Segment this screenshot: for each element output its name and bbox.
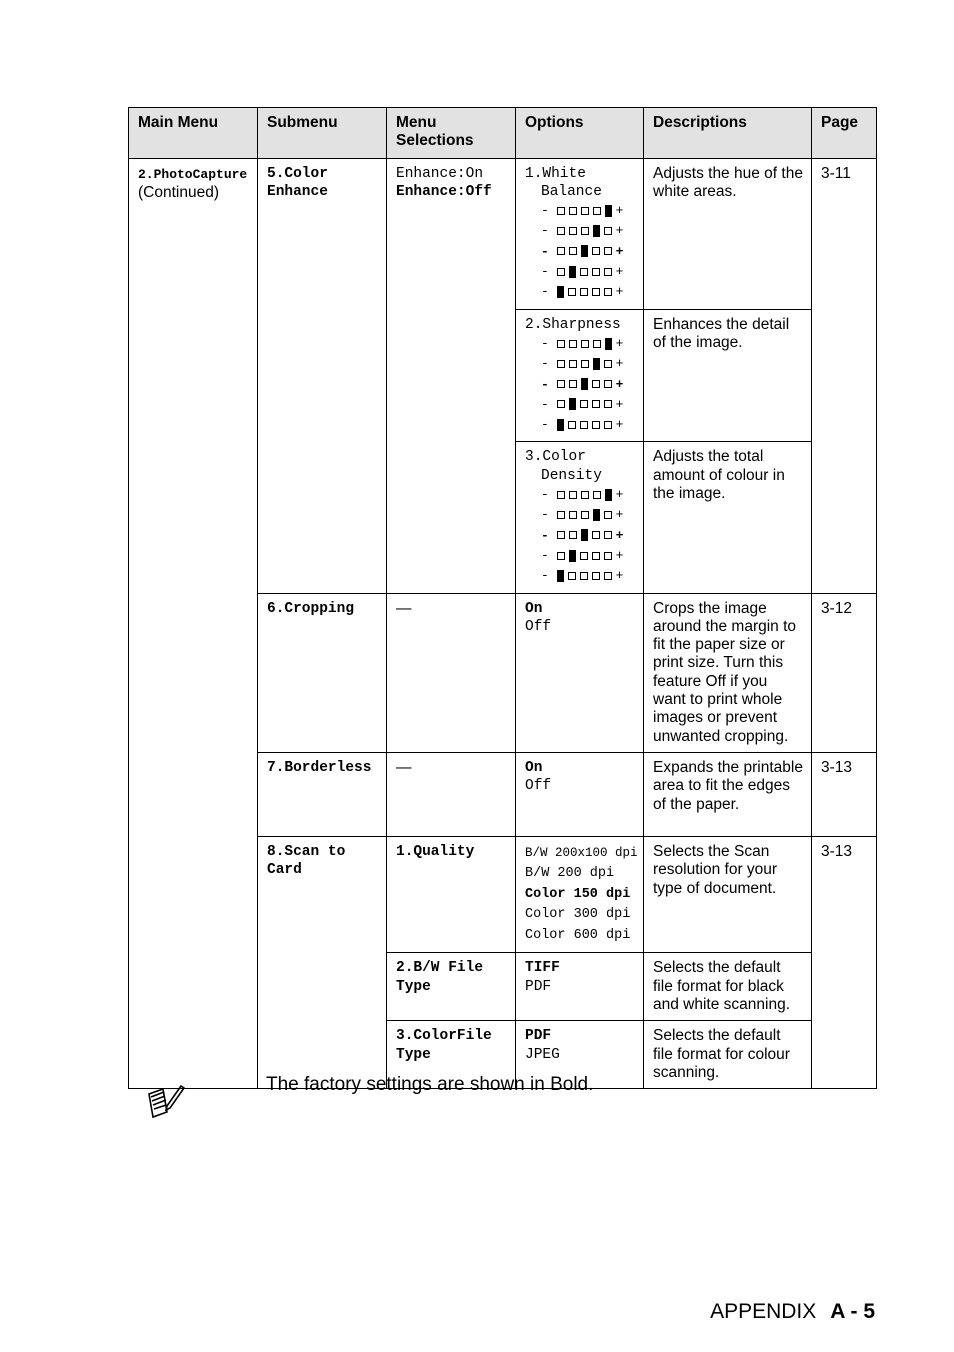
level-indicator: - + xyxy=(541,335,624,351)
desc-sharpness: Enhances the detail of the image. xyxy=(644,309,812,442)
option-quality: B/W 200x100 dpi B/W 200 dpi Color 150 dpi Color 300 dpi Color 600 dpi xyxy=(516,836,644,953)
level-indicator: - + xyxy=(541,356,624,372)
page-color-enhance: 3-11 xyxy=(812,158,877,593)
submenu-color-enhance: 5.Color Enhance xyxy=(258,158,387,593)
main-menu-cell xyxy=(129,158,258,1089)
desc-bw-file-type: Selects the default file format for black and white scanning. xyxy=(644,953,812,1021)
level-indicator: - + xyxy=(541,417,624,433)
submenu-borderless: 7.Borderless xyxy=(258,752,387,836)
header-page: Page xyxy=(812,108,877,159)
option-white-balance: 1.White Balance - + - + - + - + - + xyxy=(516,158,644,309)
density-levels xyxy=(525,485,635,586)
sharpness-levels xyxy=(525,334,635,435)
level-indicator: - + xyxy=(541,547,624,563)
selection-enhance-on: Enhance:On xyxy=(396,165,484,182)
selection-enhance-off: Enhance:Off xyxy=(396,183,492,200)
factory-settings-note: The factory settings are shown in Bold. xyxy=(266,1074,594,1095)
selection-quality: 1.Quality xyxy=(387,836,516,953)
submenu-cropping: 6.Cropping xyxy=(258,593,387,752)
footer-page-number: A - 5 xyxy=(830,1300,875,1323)
option-color-density: 3.Color Density - + - + - + - + - + xyxy=(516,442,644,593)
option-borderless: On Off xyxy=(516,752,644,836)
header-menu-selections: Menu Selections xyxy=(387,108,516,159)
level-indicator: - + xyxy=(541,568,624,584)
level-indicator: - + xyxy=(541,487,624,503)
level-indicator: - + xyxy=(541,376,624,392)
header-submenu: Submenu xyxy=(258,108,387,159)
level-indicator: - + xyxy=(541,284,624,300)
header-main-menu: Main Menu xyxy=(129,108,258,159)
desc-borderless: Expands the printable area to fit the edges of the paper. xyxy=(644,752,812,836)
level-indicator: - + xyxy=(541,264,624,280)
selection-color-file-type: 3.ColorFile Type xyxy=(387,1021,516,1089)
level-indicator: - + xyxy=(541,396,624,412)
header-options: Options xyxy=(516,108,644,159)
desc-color-density: Adjusts the total amount of colour in the image. xyxy=(644,442,812,593)
page-footer xyxy=(710,1300,875,1324)
selection-enhance xyxy=(387,158,516,593)
selection-cropping: — xyxy=(387,593,516,752)
header-row xyxy=(129,108,877,159)
main-menu-code: 2.PhotoCapture xyxy=(138,166,248,182)
submenu-scan-to-card: 8.Scan to Card xyxy=(258,836,387,1088)
note-pencil-icon xyxy=(145,1080,185,1120)
level-indicator: - + xyxy=(541,223,624,239)
option-sharpness: 2.Sharpness - + - + - + - + - + xyxy=(516,309,644,442)
page-borderless: 3-13 xyxy=(812,752,877,836)
level-indicator: - + xyxy=(541,527,624,543)
desc-cropping: Crops the image around the margin to fit the paper size or print size. Turn this feature Off if you want to print whole images or prevent unwanted cropping. xyxy=(644,593,812,752)
option-bw-file-type: TIFF PDF xyxy=(516,953,644,1021)
menu-table xyxy=(128,107,877,1089)
page-cropping: 3-12 xyxy=(812,593,877,752)
selection-borderless: — xyxy=(387,752,516,836)
desc-white-balance: Adjusts the hue of the white areas. xyxy=(644,158,812,309)
table-row xyxy=(129,158,877,309)
level-indicator: - + xyxy=(541,243,624,259)
level-indicator: - + xyxy=(541,507,624,523)
option-cropping: On Off xyxy=(516,593,644,752)
main-menu-continued: (Continued) xyxy=(138,183,219,201)
page-scan-to-card: 3-13 xyxy=(812,836,877,1088)
white-balance-levels xyxy=(525,201,635,302)
selection-bw-file-type: 2.B/W File Type xyxy=(387,953,516,1021)
footer-section: APPENDIX xyxy=(710,1300,817,1323)
desc-quality: Selects the Scan resolution for your type of document. xyxy=(644,836,812,953)
level-indicator: - + xyxy=(541,203,624,219)
header-descriptions: Descriptions xyxy=(644,108,812,159)
desc-color-file-type: Selects the default file format for colour scanning. xyxy=(644,1021,812,1089)
option-color-file-type: PDF JPEG xyxy=(516,1021,644,1089)
